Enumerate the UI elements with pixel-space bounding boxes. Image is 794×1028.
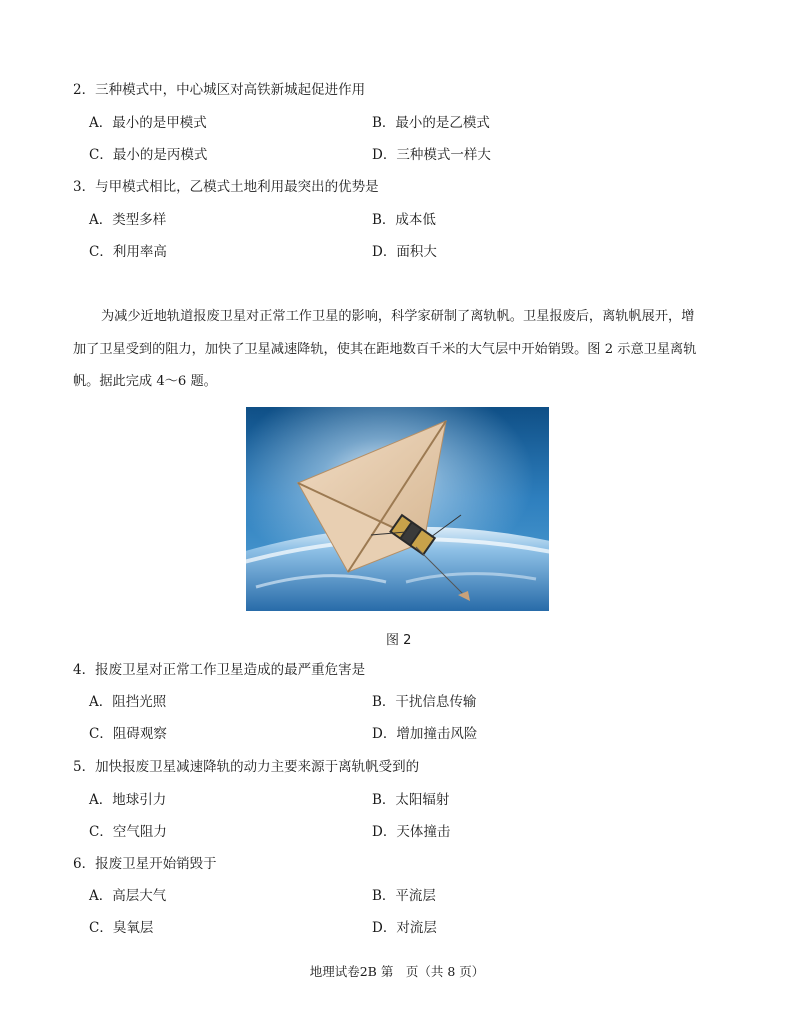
question-3-option-c: C．利用率高 — [89, 244, 167, 260]
question-2-option-b: B．最小的是乙模式 — [372, 115, 490, 131]
page-footer: 地理试卷2B 第 页（共 8 页） — [309, 964, 485, 979]
question-5-option-b: B．太阳辐射 — [372, 792, 450, 808]
question-5-option-c: C．空气阻力 — [89, 824, 167, 840]
question-3-option-a: A．类型多样 — [89, 212, 167, 228]
question-6-option-c: C．臭氧层 — [89, 920, 154, 936]
question-2-option-d: D．三种模式一样大 — [372, 147, 491, 163]
question-4-option-d: D．增加撞击风险 — [372, 726, 478, 742]
question-3-stem: 3．与甲模式相比，乙模式土地利用最突出的优势是 — [73, 179, 379, 195]
figure-caption: 图 2 — [386, 633, 412, 648]
question-3-option-d: D．面积大 — [372, 244, 437, 260]
question-3-option-b: B．成本低 — [372, 212, 436, 228]
question-2-option-a: A．最小的是甲模式 — [89, 115, 207, 131]
question-4-option-a: A．阻挡光照 — [89, 694, 167, 710]
question-6-option-b: B．平流层 — [372, 888, 436, 904]
question-4-option-c: C．阻碍观察 — [89, 726, 167, 742]
question-6-stem: 6．报废卫星开始销毁于 — [73, 856, 217, 872]
question-4-option-b: B．干扰信息传输 — [372, 694, 477, 710]
passage-line-1: 为减少近地轨道报废卫星对正常工作卫星的影响，科学家研制了离轨帆。卫星报废后，离轨帆展开，增 — [101, 309, 695, 324]
question-5-option-a: A．地球引力 — [89, 792, 167, 808]
question-5-stem: 5．加快报废卫星减速降轨的动力主要来源于离轨帆受到的 — [73, 759, 420, 775]
question-6-option-a: A．高层大气 — [89, 888, 167, 904]
satellite-deorbit-sail-image — [246, 407, 549, 611]
question-6-option-d: D．对流层 — [372, 920, 437, 936]
question-4-stem: 4．报废卫星对正常工作卫星造成的最严重危害是 — [73, 662, 366, 678]
question-2-option-c: C．最小的是丙模式 — [89, 147, 208, 163]
question-2-stem: 2．三种模式中，中心城区对高铁新城起促进作用 — [73, 82, 366, 98]
question-5-option-d: D．天体撞击 — [372, 824, 451, 840]
passage-line-3: 帆。据此完成 4～6 题。 — [73, 374, 217, 389]
passage-line-2: 加了卫星受到的阻力，加快了卫星减速降轨，使其在距地数百千米的大气层中开始销毁。图 2 示意卫星离轨 — [73, 342, 697, 357]
